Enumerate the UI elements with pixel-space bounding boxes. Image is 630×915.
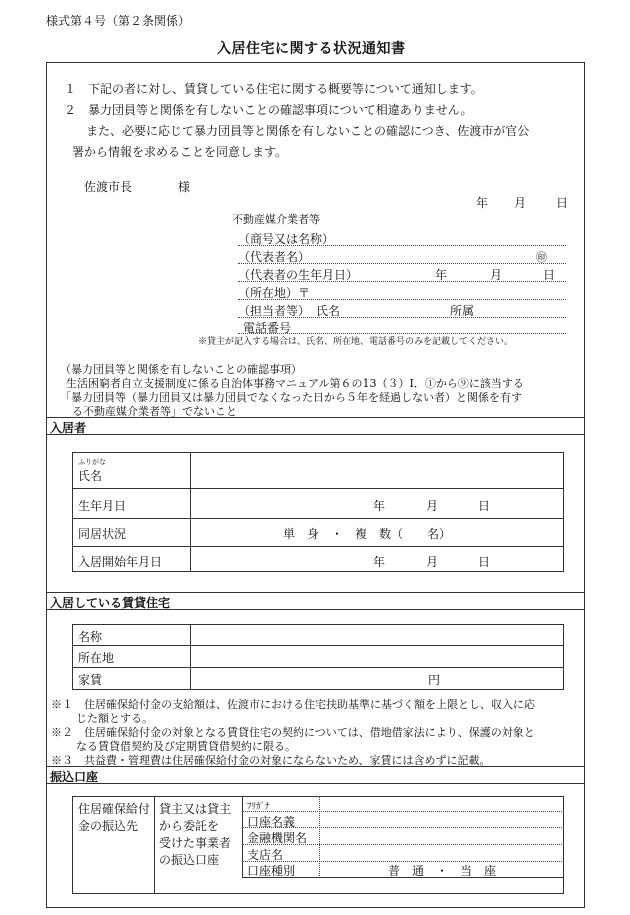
- bank-section-title: 振込口座: [50, 770, 99, 784]
- note-2a: ※２ 住居確保給付金の対象となる賃貸住宅の契約については、借地借家法により、保護の対象と: [51, 726, 535, 739]
- addressee: 佐渡市長: [84, 180, 133, 194]
- bank-owner-4: の振込口座: [159, 853, 220, 867]
- tenant-household-value: 単 身 ・ 複 数（ 名）: [283, 527, 452, 541]
- bank-table-divider: [154, 796, 155, 894]
- intro-consent-2: 署から情報を求めることを同意します。: [72, 145, 288, 159]
- divider: [46, 434, 585, 435]
- row-divider: [72, 518, 564, 519]
- divider: [46, 592, 585, 593]
- agent-rep-birth-year: 年: [435, 268, 448, 282]
- note-3: ※３ 共益費・管理費は住居確保給付金の対象にならないため、家賃には含めずに記載。: [51, 754, 491, 767]
- representative-line: [238, 263, 566, 264]
- tenant-table-divider: [190, 452, 191, 572]
- rental-yen-unit: 円: [428, 673, 441, 687]
- address-line: [238, 299, 566, 300]
- agent-rep-birth-month: 月: [490, 268, 503, 282]
- agent-rep-birth-day: 日: [543, 268, 556, 282]
- tenant-section-title: 入居者: [50, 421, 87, 435]
- row-divider: [72, 667, 564, 668]
- tenant-start-month: 月: [426, 555, 439, 569]
- bank-branch-label: 支店名: [247, 848, 284, 862]
- row-divider: [72, 645, 564, 646]
- note-1b: じた額とする。: [76, 712, 153, 725]
- bank-type-value: 普 通 ・ 当 座: [388, 864, 497, 878]
- tenant-birth-day: 日: [478, 499, 491, 513]
- intro-item-2: ２ 暴力団員等と関係を有しないことの確認事項について相違ありません。: [64, 103, 473, 117]
- bank-account-name-label: 口座名義: [247, 815, 296, 829]
- tenant-household-label: 同居状況: [78, 527, 127, 541]
- bank-row-divider: [242, 811, 564, 812]
- divider: [46, 766, 585, 767]
- bank-destination-1: 住居確保給付: [78, 802, 151, 816]
- tenant-birth-label: 生年月日: [78, 499, 127, 513]
- divider: [46, 609, 585, 610]
- agent-note: ※貸主が記入する場合は、氏名、所在地、電話番号のみを記載してください。: [198, 337, 514, 347]
- bank-owner-3: 受けた事業者: [159, 836, 232, 850]
- bank-destination-2: 金の振込先: [78, 819, 139, 833]
- tenant-start-year: 年: [373, 555, 386, 569]
- tenant-birth-year: 年: [373, 499, 386, 513]
- rental-location-label: 所在地: [78, 651, 115, 665]
- agent-heading: 不動産媒介業者等: [232, 213, 320, 226]
- agent-phone-label: 電話番号: [243, 321, 292, 335]
- date-day: 日: [556, 196, 569, 210]
- bank-furigana-label: ﾌﾘｶﾞﾅ: [247, 802, 270, 812]
- tenant-start-label: 入居開始年月日: [78, 555, 163, 569]
- divider: [46, 783, 585, 784]
- bank-table-divider: [242, 796, 243, 878]
- bank-owner-2: から委託を: [159, 819, 220, 833]
- trade-name-line: [238, 245, 566, 246]
- agent-trade-name-label: （商号又は名称）: [238, 232, 335, 246]
- rep-birth-line: [238, 281, 566, 282]
- tenant-start-day: 日: [478, 555, 491, 569]
- tenant-name-label: 氏名: [78, 469, 103, 483]
- confirmation-line-3: る不動産媒介業者等」でないこと: [72, 405, 237, 418]
- agent-contact-label: （担当者等） 氏名: [238, 304, 341, 318]
- contact-line: [238, 317, 566, 318]
- agent-representative-label: （代表者名）: [238, 250, 311, 264]
- intro-item-1: １ 下記の者に対し、賃貸している住宅に関する概要等について通知します。: [64, 82, 483, 96]
- tenant-birth-month: 月: [426, 499, 439, 513]
- date-year: 年: [476, 196, 489, 210]
- page-title: 入居住宅に関する状況通知書: [217, 41, 406, 57]
- rental-table-divider: [190, 624, 191, 690]
- confirmation-line-2: 「暴力団員等（暴力団員又は暴力団員でなくなった日から５年を経過しない者）と関係を有す: [60, 391, 522, 404]
- tenant-furigana-label: ふりがな: [78, 458, 106, 466]
- rental-table: [72, 624, 564, 690]
- agent-address-label: （所在地）〒: [238, 286, 311, 300]
- bank-owner-1: 貸主又は貸主: [159, 802, 232, 816]
- rental-section-title: 入居している賃貸住宅: [50, 596, 171, 610]
- rental-name-label: 名称: [78, 630, 103, 644]
- seal-mark: ㊞: [536, 251, 547, 264]
- confirmation-heading: （暴力団員等と関係を有しないことの確認事項）: [60, 363, 302, 376]
- rental-rent-label: 家賃: [78, 673, 103, 687]
- form-number: 様式第４号（第２条関係）: [46, 14, 191, 28]
- bank-field-divider: [319, 796, 320, 878]
- bank-type-label: 口座種別: [247, 864, 296, 878]
- row-divider: [72, 488, 564, 489]
- note-1a: ※１ 住居確保給付金の支給額は、佐渡市における住宅扶助基準に基づく額を上限とし、収入に応: [51, 698, 535, 711]
- row-divider: [72, 546, 564, 547]
- date-month: 月: [514, 196, 527, 210]
- divider: [46, 417, 585, 418]
- confirmation-line-1: 生活困窮者自立支援制度に係る自治体事務マニュアル第６の13（３）Ⅰ．①から⑨に該当する: [66, 377, 524, 390]
- addressee-sama: 様: [178, 180, 191, 194]
- bank-bank-name-label: 金融機関名: [247, 831, 308, 845]
- agent-rep-birth-label: （代表者の生年月日）: [238, 268, 359, 282]
- intro-consent-1: また、必要に応じて暴力団員等と関係を有しないことの確認につき、佐渡市が官公: [86, 124, 530, 138]
- note-2b: なる賃貸借契約及び定期賃貸借契約に限る。: [76, 740, 296, 753]
- agent-dept-label: 所属: [450, 304, 475, 318]
